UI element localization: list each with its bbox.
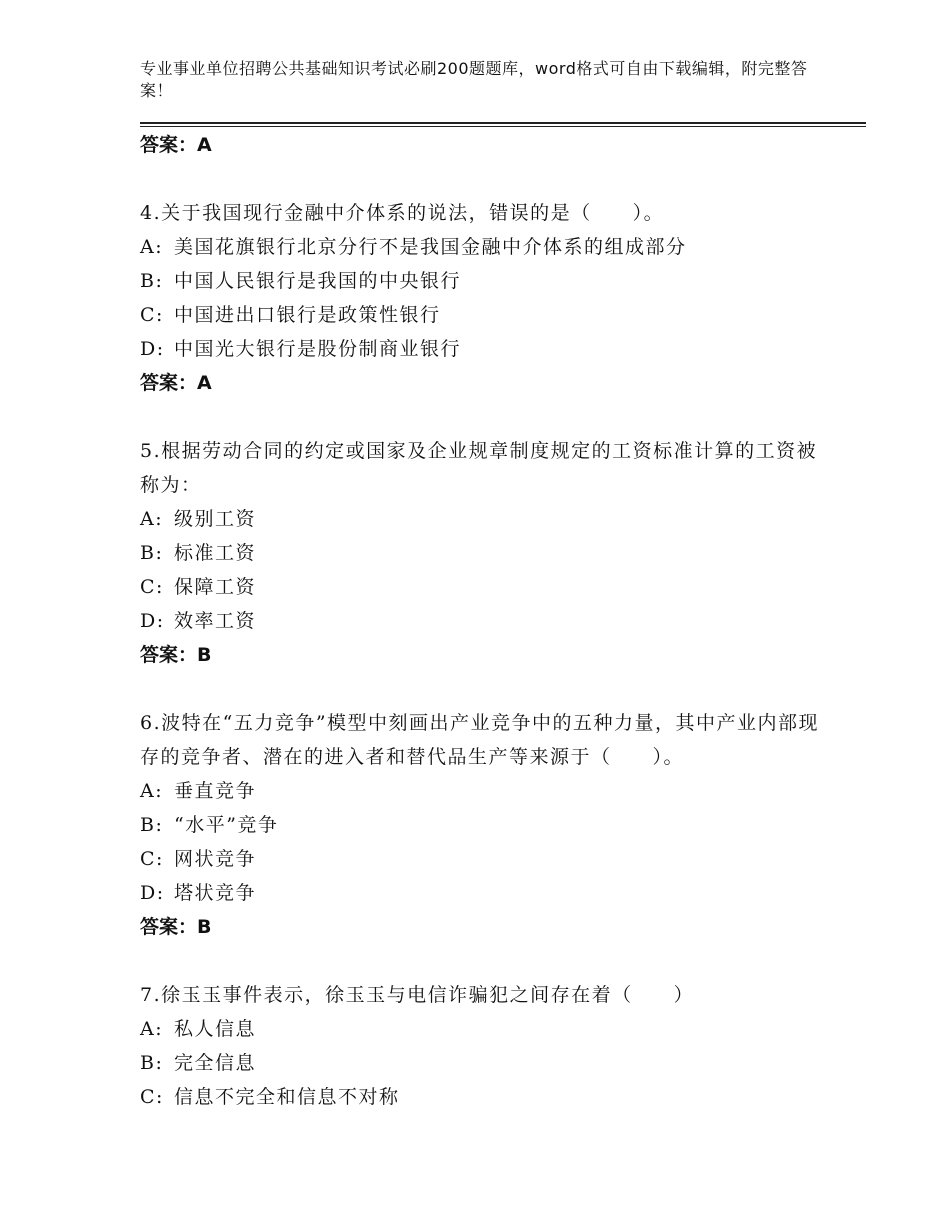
option-text: 级别工资 <box>174 508 257 530</box>
question-5 <box>140 434 820 672</box>
option-c <box>140 1080 820 1114</box>
option-b <box>140 536 820 570</box>
document-header <box>140 58 820 102</box>
answer: 答案：B <box>140 916 212 938</box>
option-letter: B: <box>140 542 164 564</box>
option-letter: A: <box>140 236 164 258</box>
option-a <box>140 502 820 536</box>
option-letter: B: <box>140 270 164 292</box>
option-d <box>140 876 820 910</box>
option-text: 保障工资 <box>174 576 257 598</box>
question-list <box>140 128 820 1114</box>
option-a <box>140 230 820 264</box>
option-text: 中国人民银行是我国的中央银行 <box>174 270 462 292</box>
question-stem: 7.徐玉玉事件表示，徐玉玉与电信诈骗犯之间存在着（ ） <box>140 984 695 1006</box>
option-text: 网状竞争 <box>174 848 257 870</box>
option-letter: D: <box>140 610 165 632</box>
option-letter: C: <box>140 304 164 326</box>
option-letter: C: <box>140 1086 164 1108</box>
option-a <box>140 1012 820 1046</box>
option-b <box>140 808 820 842</box>
question-stem: 6.波特在“五力竞争”模型中刻画出产业竞争中的五种力量，其中产业内部现存的竞争者、潜在的进入者和替代品生产等来源于（ ）。 <box>140 712 820 768</box>
option-letter: B: <box>140 1052 164 1074</box>
option-text: “水平”竞争 <box>174 814 279 836</box>
answer: 答案：B <box>140 644 212 666</box>
option-letter: C: <box>140 576 164 598</box>
option-a <box>140 774 820 808</box>
option-text: 私人信息 <box>174 1018 257 1040</box>
option-text: 中国进出口银行是政策性银行 <box>174 304 441 326</box>
question-6 <box>140 706 820 944</box>
option-letter: B: <box>140 814 164 836</box>
question-7 <box>140 978 820 1114</box>
question-stem: 4.关于我国现行金融中介体系的说法，错误的是（ ）。 <box>140 202 665 224</box>
option-d <box>140 332 820 366</box>
option-text: 美国花旗银行北京分行不是我国金融中介体系的组成部分 <box>174 236 687 258</box>
answer: 答案：A <box>140 372 212 394</box>
previous-answer: 答案：A <box>140 134 212 156</box>
question-stem: 5.根据劳动合同的约定或国家及企业规章制度规定的工资标准计算的工资被称为： <box>140 440 818 496</box>
question-4 <box>140 196 820 400</box>
option-text: 效率工资 <box>174 610 257 632</box>
option-text: 垂直竞争 <box>174 780 257 802</box>
option-letter: A: <box>140 780 164 802</box>
option-text: 中国光大银行是股份制商业银行 <box>174 338 462 360</box>
option-c <box>140 298 820 332</box>
option-d <box>140 604 820 638</box>
header-rule-thick <box>140 122 866 124</box>
option-c <box>140 570 820 604</box>
header-rule-thin <box>140 126 866 127</box>
header-text: 专业事业单位招聘公共基础知识考试必刷200题题库，word格式可自由下载编辑，附完整答案！ <box>140 59 808 100</box>
option-text: 完全信息 <box>174 1052 257 1074</box>
option-letter: A: <box>140 508 164 530</box>
option-text: 信息不完全和信息不对称 <box>174 1086 400 1108</box>
option-text: 塔状竞争 <box>174 882 257 904</box>
option-c <box>140 842 820 876</box>
option-letter: A: <box>140 1018 164 1040</box>
option-letter: D: <box>140 338 165 360</box>
option-b <box>140 264 820 298</box>
option-letter: C: <box>140 848 164 870</box>
option-letter: D: <box>140 882 165 904</box>
option-b <box>140 1046 820 1080</box>
option-text: 标准工资 <box>174 542 257 564</box>
